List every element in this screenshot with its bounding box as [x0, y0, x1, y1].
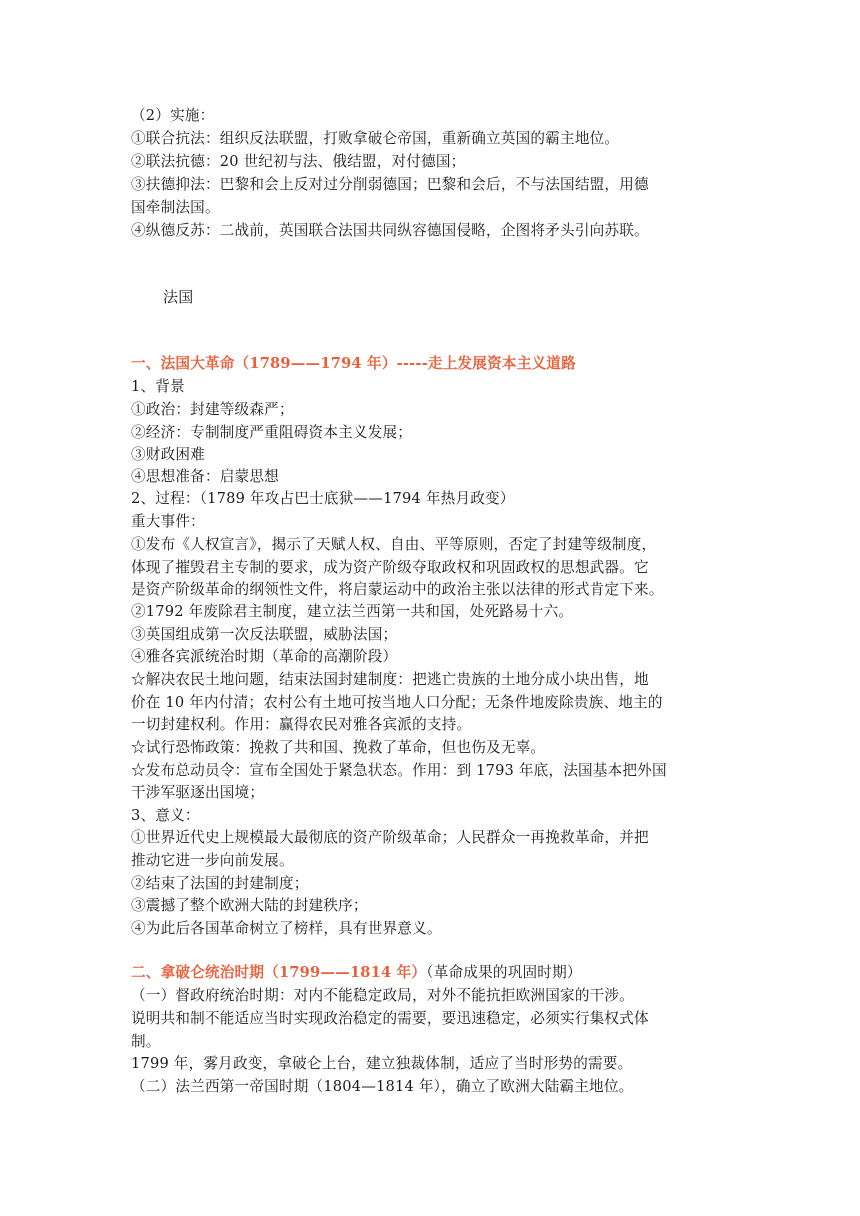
part2-heading-title: 二、拿破仑统治时期（1799——1814 年）: [131, 964, 427, 981]
text-line: （二）法兰西第一帝国时期（1804—1814 年），确立了欧洲大陆霸主地位。: [131, 1078, 634, 1095]
text-line: 1、背景: [131, 378, 185, 395]
text-line: 制。: [131, 1033, 161, 1050]
text-line: ③扶德抑法：巴黎和会上反对过分削弱德国；巴黎和会后，不与法国结盟，用德: [131, 176, 649, 193]
text-line: ②联法抗德：20 世纪初与法、俄结盟，对付德国；: [131, 153, 466, 170]
text-line: 1799 年，雾月政变，拿破仑上台，建立独裁体制，适应了当时形势的需要。: [131, 1055, 633, 1072]
text-line: ①发布《人权宣言》，揭示了天赋人权、自由、平等原则，否定了封建等级制度，: [131, 536, 657, 553]
text-line: 推动它进一步向前发展。: [131, 852, 294, 869]
text-line: 价在 10 年内付清；农村公有土地可按当地人口分配；无条件地废除贵族、地主的: [131, 694, 663, 711]
part2-heading: [131, 962, 582, 984]
text-line: ①政治：封建等级森严；: [131, 401, 294, 418]
text-line: ☆发布总动员令：宣布全国处于紧急状态。作用：到 1793 年底，法国基本把外国: [131, 762, 667, 779]
text-line: ③财政困难: [131, 446, 205, 463]
part2-heading-suffix: （革命成果的巩固时期）: [426, 964, 582, 981]
text-line: （2）实施：: [131, 107, 215, 124]
text-line: 干涉军驱逐出国境；: [131, 784, 265, 801]
text-line: 2、过程：（1789 年攻占巴士底狱——1794 年热月政变）: [131, 490, 515, 507]
text-line: 体现了摧毁君主专制的要求，成为资产阶级夺取政权和巩固政权的思想武器。它: [131, 559, 649, 576]
text-line: ④纵德反苏：二战前，英国联合法国共同纵容德国侵略，企图将矛头引向苏联。: [131, 222, 649, 239]
text-line: ☆试行恐怖政策：挽救了共和国、挽救了革命，但也伤及无辜。: [131, 739, 546, 756]
text-line: ④为此后各国革命树立了榜样，具有世界意义。: [131, 920, 442, 937]
text-line: ①世界近代史上规模最大最彻底的资产阶级革命；人民群众一再挽救革命，并把: [131, 829, 649, 846]
section-title: 法国: [163, 288, 194, 306]
text-line: 重大事件：: [131, 513, 205, 530]
text-line: （一）督政府统治时期：对内不能稳定政局，对外不能抗拒欧洲国家的干涉。: [131, 987, 634, 1004]
text-line: 说明共和制不能适应当时实现政治稳定的需要，要迅速稳定，必须实行集权式体: [131, 1010, 649, 1027]
text-line: ④思想准备：启蒙思想: [131, 468, 279, 485]
text-line: ④雅各宾派统治时期（革命的高潮阶段）: [131, 648, 398, 665]
text-line: 3、意义：: [131, 807, 200, 824]
text-line: 国牵制法国。: [131, 199, 220, 216]
text-line: ②1792 年废除君主制度，建立法兰西第一共和国，处死路易十六。: [131, 603, 574, 620]
text-line: ①联合抗法：组织反法联盟，打败拿破仑帝国，重新确立英国的霸主地位。: [131, 130, 620, 147]
text-line: 一切封建权利。作用：赢得农民对雅各宾派的支持。: [131, 716, 472, 733]
part1-heading: 一、法国大革命（1789——1794 年）-----走上发展资本主义道路: [131, 355, 576, 372]
text-line: ③英国组成第一次反法联盟，威胁法国；: [131, 626, 398, 643]
text-line: 是资产阶级革命的纲领性文件，将启蒙运动中的政治主张以法律的形式肯定下来。: [131, 581, 664, 598]
text-line: ☆解决农民土地问题，结束法国封建制度：把逃亡贵族的土地分成小块出售，地: [131, 671, 649, 688]
text-line: ②结束了法国的封建制度；: [131, 875, 309, 892]
text-line: ③震撼了整个欧洲大陆的封建秩序；: [131, 897, 368, 914]
text-line: ②经济：专制制度严重阻碍资本主义发展；: [131, 424, 413, 441]
